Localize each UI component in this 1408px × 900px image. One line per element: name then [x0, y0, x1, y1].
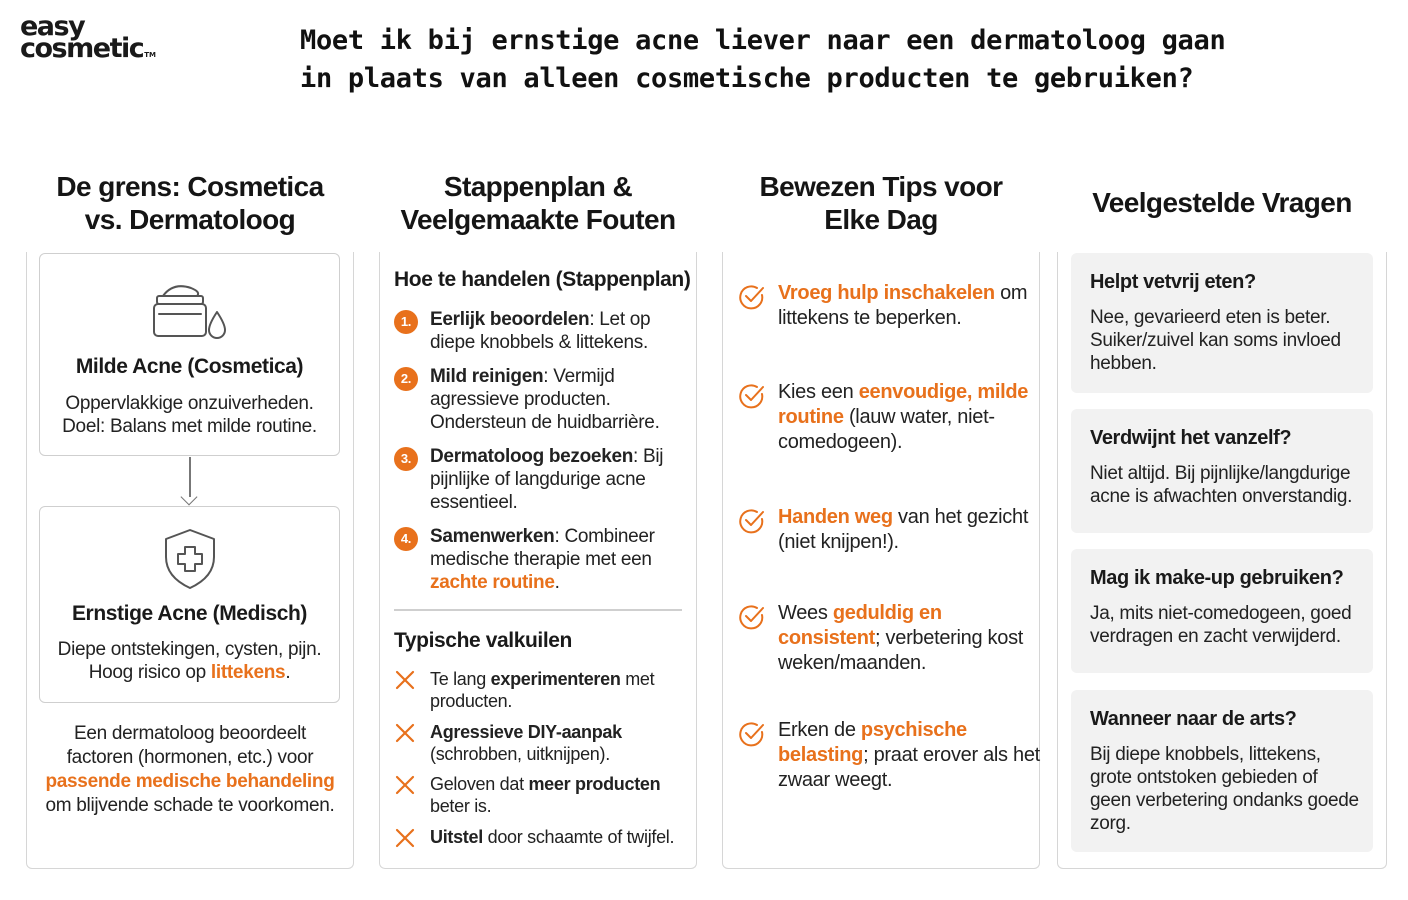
- tip-highlight: geduldig en consistent: [778, 602, 942, 649]
- faq-item: [1071, 409, 1373, 533]
- severe-acne-desc-post: .: [285, 662, 291, 683]
- severe-acne-desc-line-2: [40, 661, 339, 684]
- faq-question: Helpt vetvrij eten?: [1090, 271, 1256, 293]
- cross-icon: [394, 773, 416, 795]
- pitfall-bold: meer producten: [528, 774, 661, 794]
- column-header-tips-line-2: Elke Dag: [824, 204, 938, 235]
- step-number: 4.: [394, 527, 418, 551]
- dermatologist-note-post: om blijvende schade te voorkomen.: [45, 795, 335, 816]
- severe-acne-desc-pre: Hoog risico op: [88, 662, 211, 683]
- tip-post: ; verbetering kost weken/maanden.: [778, 627, 1024, 674]
- column-header-steps: [379, 170, 697, 236]
- faq-question: Verdwijnt het vanzelf?: [1090, 427, 1292, 449]
- step-text: : Vermijd agressieve producten. Ondersteun de huidbarrière.: [430, 366, 660, 433]
- faq-item: [1071, 549, 1373, 673]
- faq-item: [1071, 690, 1373, 852]
- faq-answer: Nee, gevarieerd eten is beter. Suiker/zuivel kan soms invloed hebben.: [1090, 307, 1341, 374]
- pitfall-pre: Te lang: [430, 669, 491, 689]
- pitfall-post: beter is.: [430, 796, 492, 816]
- logo-trademark: TM: [144, 51, 156, 59]
- tip-post: van het gezicht (niet knijpen!).: [778, 506, 1029, 553]
- severe-acne-card: [39, 506, 340, 703]
- faq-question: Mag ik make-up gebruiken?: [1090, 567, 1344, 589]
- step-bold: Mild reinigen: [430, 366, 544, 387]
- logo-line-1: easy: [20, 11, 85, 42]
- severe-acne-desc-highlight: littekens: [210, 662, 286, 683]
- severe-acne-desc: [40, 638, 339, 684]
- pitfalls-title: Typische valkuilen: [394, 629, 572, 652]
- faq-answer: Ja, mits niet-comedogeen, goed verdragen en zacht verwijderd.: [1090, 603, 1352, 647]
- tip-post: (lauw water, niet-comedogeen).: [778, 406, 995, 453]
- brand-logo: [20, 11, 180, 64]
- step-number: 2.: [394, 367, 418, 391]
- page-title-line-2: in plaats van alleen cosmetische producten te gebruiken?: [300, 63, 1194, 94]
- tip-highlight: Vroeg hulp inschakelen: [778, 282, 995, 304]
- column-header-boundary-line-2: vs. Dermatoloog: [84, 204, 296, 235]
- tip-pre: Wees: [778, 602, 833, 624]
- pitfall-bold: Uitstel: [430, 827, 483, 847]
- pitfall-bold: Agressieve DIY-aanpak: [430, 722, 622, 742]
- pitfall-post: (schrobben, uitknijpen).: [430, 744, 610, 764]
- step-bold: Eerlijk beoordelen: [430, 309, 590, 330]
- column-header-tips-line-1: Bewezen Tips voor: [759, 171, 1003, 202]
- cream-jar-drop-icon: [151, 278, 231, 346]
- check-circle-icon: [738, 507, 766, 535]
- pitfall-bold: experimenteren: [490, 669, 621, 689]
- faq-answer: Bij diepe knobbels, littekens, grote ontstoken gebieden of geen verbetering ondanks goede zorg.: [1090, 744, 1359, 834]
- column-header-faq: [1057, 186, 1387, 219]
- tip-highlight: eenvoudige, milde routine: [778, 381, 1029, 428]
- column-header-tips: [722, 170, 1040, 236]
- check-circle-icon: [738, 720, 766, 748]
- step-number: 1.: [394, 310, 418, 334]
- pitfall-pre: Geloven dat: [430, 774, 529, 794]
- page-title: [300, 22, 1300, 98]
- step-text: : Bij pijnlijke of langdurige acne essentieel.: [430, 446, 664, 513]
- page-title-line-1: Moet ik bij ernstige acne liever naar een dermatoloog gaan: [300, 25, 1226, 56]
- tip-highlight: psychische belasting: [778, 719, 967, 766]
- pitfall-post: met producten.: [430, 669, 655, 711]
- cross-icon: [394, 721, 416, 743]
- step-end: .: [554, 572, 560, 593]
- check-circle-icon: [738, 283, 766, 311]
- mild-acne-desc-line-2: Doel: Balans met milde routine.: [62, 416, 317, 437]
- dermatologist-note: [40, 722, 340, 818]
- check-circle-icon: [738, 603, 766, 631]
- step-text: : Combineer medische therapie met een: [430, 526, 655, 570]
- cross-icon: [394, 668, 416, 690]
- severe-acne-title: Ernstige Acne (Medisch): [71, 602, 308, 625]
- column-header-steps-line-2: Veelgemaakte Fouten: [400, 204, 676, 235]
- mild-acne-title: Milde Acne (Cosmetica): [75, 355, 304, 378]
- dermatologist-note-highlight: passende medische behandeling: [45, 771, 335, 792]
- tip-highlight: Handen weg: [778, 506, 893, 528]
- step-number: 3.: [394, 447, 418, 471]
- section-divider: [394, 609, 682, 611]
- shield-cross-icon: [162, 527, 218, 591]
- pitfall-post: door schaamte of twijfel.: [482, 827, 675, 847]
- steps-title: Hoe te handelen (Stappenplan): [394, 268, 691, 291]
- step-highlight: zachte routine: [430, 572, 555, 593]
- mild-acne-desc-line-1: Oppervlakkige onzuiverheden.: [65, 393, 314, 414]
- column-header-boundary: [26, 170, 354, 236]
- tip-post: ; praat erover als het zwaar weegt.: [778, 744, 1040, 791]
- tip-pre: Erken de: [778, 719, 861, 741]
- faq-item: [1071, 253, 1373, 393]
- severe-acne-desc-line-1: Diepe ontstekingen, cysten, pijn.: [57, 639, 322, 660]
- faq-answer: Niet altijd. Bij pijnlijke/langdurige acne is afwachten onverstandig.: [1090, 463, 1353, 507]
- column-header-boundary-line-1: De grens: Cosmetica: [56, 171, 324, 202]
- dermatologist-note-pre: Een dermatoloog beoordeelt factoren (hormonen, etc.) voor: [66, 723, 314, 768]
- column-header-faq-line: Veelgestelde Vragen: [1092, 187, 1352, 218]
- logo-line-2: cosmetic: [20, 33, 144, 64]
- cross-icon: [394, 826, 416, 848]
- column-header-steps-line-1: Stappenplan &: [443, 171, 633, 202]
- faq-question: Wanneer naar de arts?: [1090, 708, 1297, 730]
- step-bold: Dermatoloog bezoeken: [430, 446, 634, 467]
- step-bold: Samenwerken: [430, 526, 555, 547]
- check-circle-icon: [738, 382, 766, 410]
- mild-acne-card: [39, 253, 340, 456]
- mild-acne-desc: [40, 392, 339, 438]
- step-text: : Let op diepe knobbels & littekens.: [430, 309, 651, 353]
- tip-pre: Kies een: [778, 381, 859, 403]
- tip-post: om littekens te beperken.: [778, 282, 1028, 329]
